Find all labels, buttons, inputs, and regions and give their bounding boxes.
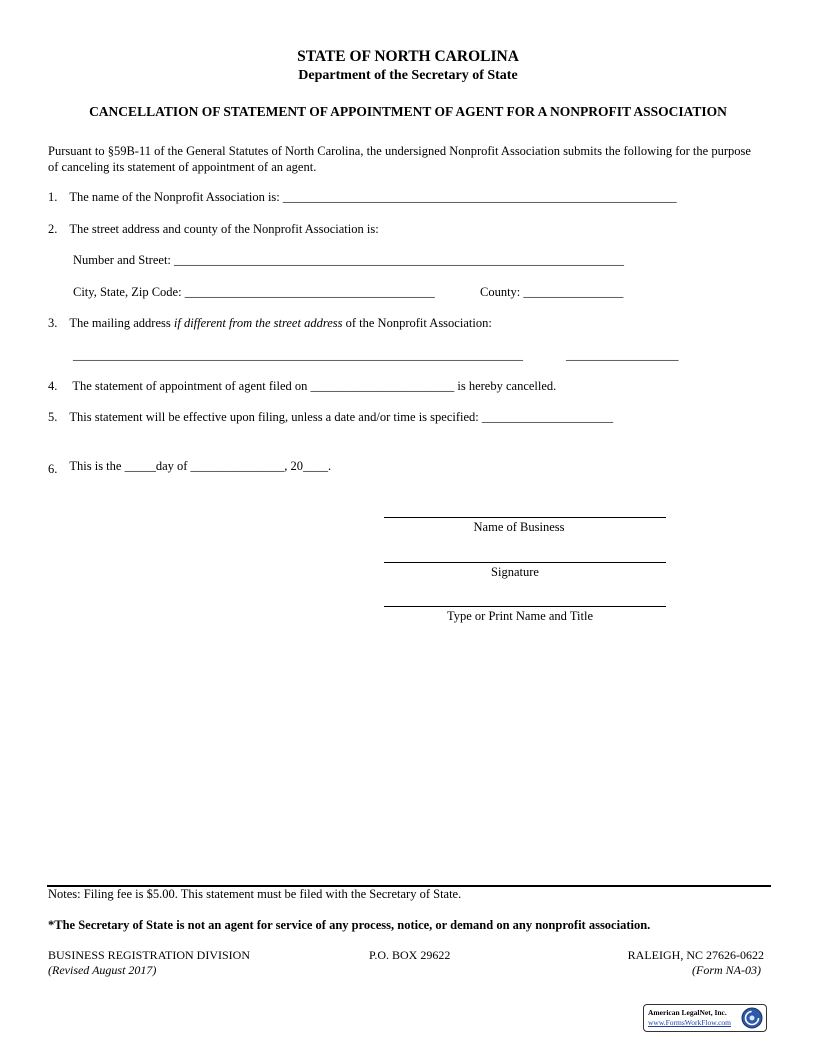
street-field[interactable]: ________________________________________________________________________	[174, 253, 625, 267]
form-title: CANCELLATION OF STATEMENT OF APPOINTMENT OF AGENT FOR A NONPROFIT ASSOCIATION	[89, 104, 727, 119]
mailing-address-field[interactable]: ________________________________________________________________________	[73, 348, 523, 362]
effective-date-field[interactable]: _____________________	[481, 410, 614, 424]
item-1-label: The name of the Nonprofit Association is:	[69, 190, 280, 204]
department-title: Department of the Secretary of State	[298, 68, 518, 83]
print-name-label: Type or Print Name and Title	[447, 609, 593, 623]
item-number: 3.	[48, 316, 58, 330]
city-label: City, State, Zip Code:	[73, 285, 182, 299]
logo-company: American LegalNet, Inc.	[648, 1008, 727, 1017]
execution-date-line[interactable]: This is the _____day of _______________, 20____.	[69, 459, 332, 473]
division-text: BUSINESS REGISTRATION DIVISION	[48, 948, 251, 962]
item-3-label-post: of the Nonprofit Association:	[342, 316, 492, 330]
item-6	[48, 459, 331, 474]
city-line	[73, 285, 435, 300]
item-3-label-pre: The mailing address	[69, 316, 174, 330]
county-line	[480, 285, 623, 300]
logo-url[interactable]: www.FormsWorkFlow.com	[648, 1018, 732, 1027]
po-box-text: P.O. BOX 29622	[369, 948, 451, 962]
name-of-business-label: Name of Business	[473, 520, 565, 534]
item-2-label: The street address and county of the Nonprofit Association is:	[69, 222, 379, 236]
globe-icon	[741, 1007, 763, 1029]
mailing-address-field-2[interactable]: __________________	[566, 348, 679, 362]
revised-text: (Revised August 2017)	[48, 963, 157, 977]
item-number: 6.	[48, 462, 58, 476]
city-text: RALEIGH, NC 27626-0622	[627, 948, 764, 962]
street-line	[73, 253, 624, 268]
item-5	[48, 410, 613, 425]
state-title: STATE OF NORTH CAROLINA	[297, 48, 519, 65]
business-name-line[interactable]	[384, 517, 666, 518]
item-1	[48, 190, 677, 205]
notes-text: Notes: Filing fee is $5.00. This statement must be filed with the Secretary of State.	[48, 887, 462, 901]
filed-date-field[interactable]: _______________________	[310, 379, 455, 393]
legalnet-logo[interactable]	[643, 1004, 767, 1032]
association-name-field[interactable]: _______________________________________________________________	[282, 190, 677, 204]
item-number: 2.	[48, 222, 58, 236]
signature-label: Signature	[491, 565, 539, 579]
item-number: 1.	[48, 190, 58, 204]
item-4-label-pre: The statement of appointment of agent filed on	[72, 379, 311, 393]
item-4-label-post: is hereby cancelled.	[454, 379, 557, 393]
form-number: (Form NA-03)	[692, 963, 761, 977]
item-number: 5.	[48, 410, 58, 424]
city-field[interactable]: ________________________________________	[184, 285, 435, 299]
county-label: County:	[480, 285, 521, 299]
signature-line[interactable]	[384, 562, 666, 563]
street-label: Number and Street:	[73, 253, 171, 267]
print-name-line[interactable]	[384, 606, 666, 607]
county-field[interactable]: ________________	[523, 285, 624, 299]
intro-paragraph: Pursuant to §59B-11 of the General Statutes of North Carolina, the undersigned Nonprofit Association submits the following for the purpose of canceling its statement of appointment of an agent.	[48, 144, 751, 174]
item-4	[48, 379, 556, 394]
disclaimer-text: *The Secretary of State is not an agent for service of any process, notice, or demand on any nonprofit association.	[48, 918, 651, 932]
item-3-label-italic: if different from the street address	[173, 316, 343, 330]
item-2	[48, 222, 379, 237]
item-number: 4.	[48, 379, 58, 393]
item-3	[48, 316, 492, 331]
item-5-label: This statement will be effective upon filing, unless a date and/or time is specified:	[69, 410, 482, 424]
